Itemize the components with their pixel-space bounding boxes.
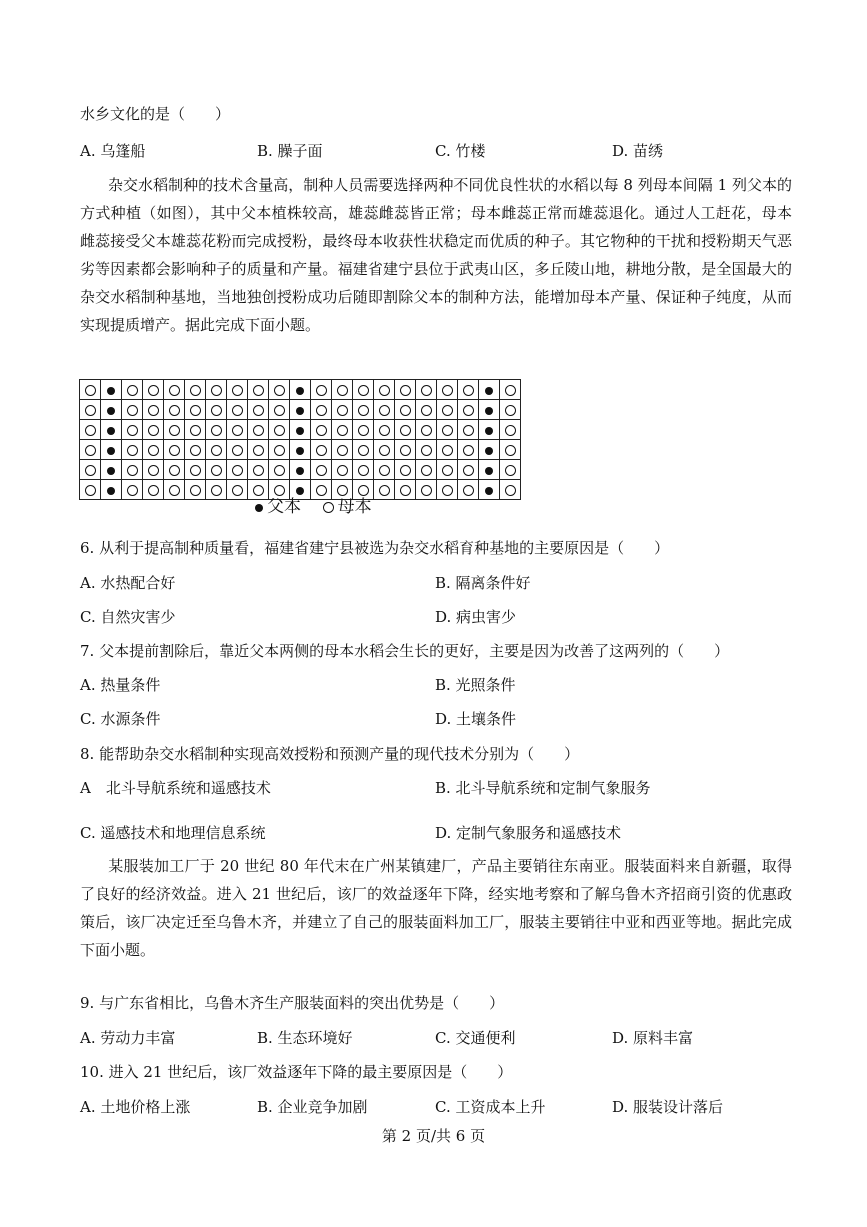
mother-plant-circle — [127, 445, 138, 456]
mother-plant-circle — [148, 445, 159, 456]
mother-plant-circle — [400, 425, 411, 436]
mother-plant-circle — [274, 385, 285, 396]
q6-option-b: B. 隔离条件好 — [435, 574, 531, 592]
grid-cell — [122, 380, 143, 400]
mother-plant-circle — [358, 445, 369, 456]
grid-cell — [269, 380, 290, 400]
mother-plant-circle — [379, 385, 390, 396]
grid-cell — [122, 460, 143, 480]
grid-cell — [458, 380, 479, 400]
grid-cell — [164, 400, 185, 420]
mother-plant-circle — [190, 485, 201, 496]
grid-cell — [143, 400, 164, 420]
passage-rice-breeding-text: 杂交水稻制种的技术含量高，制种人员需要选择两种不同优良性状的水稻以每 8 列母本间隔 1 列父本的方式种植（如图），其中父本植株较高，雄蕊雌蕊皆正常；母本雌蕊正常而雄蕊退化。通过人工赶花，母本雌蕊接受父本雄蕊花粉而完成授粉，最终母本收获性状稳定而优质的种子。其它物种的干扰和授粉期天气恶劣等因素都会影响种子的质量和产量。福建省建宁县位于武夷山区，多丘陵山地，耕地分散，是全国最大的杂交水稻制种基地，当地独创授粉成功后随即割除父本的制种方法，能增加母本产量、保证种子纯度，从而实现提质增产。据此完成下面小题。 — [80, 176, 792, 334]
grid-cell — [290, 380, 311, 400]
grid-cell — [458, 400, 479, 420]
mother-plant-circle — [421, 465, 432, 476]
grid-cell — [227, 440, 248, 460]
grid-cell — [143, 420, 164, 440]
grid-cell — [143, 480, 164, 500]
grid-cell — [311, 460, 332, 480]
mother-plant-circle — [400, 445, 411, 456]
mother-plant-circle — [127, 485, 138, 496]
mother-plant-circle — [169, 425, 180, 436]
father-plant-dot — [485, 467, 493, 475]
q7-option-c: C. 水源条件 — [80, 710, 161, 728]
mother-plant-circle — [379, 425, 390, 436]
q7-option-b: B. 光照条件 — [435, 676, 516, 694]
grid-cell — [101, 480, 122, 500]
grid-cell — [290, 400, 311, 420]
q9-option-c: C. 交通便利 — [435, 1029, 516, 1047]
q8-stem: 8. 能帮助杂交水稻制种实现高效授粉和预测产量的现代技术分别为（ ） — [80, 745, 580, 763]
q7-option-d: D. 土壤条件 — [435, 710, 517, 728]
mother-plant-circle — [127, 425, 138, 436]
legend-father-label: 父本 — [267, 497, 301, 517]
mother-plant-circle — [148, 425, 159, 436]
grid-cell — [143, 460, 164, 480]
grid-cell — [416, 400, 437, 420]
grid-cell — [395, 420, 416, 440]
mother-plant-circle — [400, 385, 411, 396]
mother-plant-circle — [232, 425, 243, 436]
q10-stem: 10. 进入 21 世纪后，该厂效益逐年下降的最主要原因是（ ） — [80, 1063, 513, 1081]
grid-cell — [248, 380, 269, 400]
grid-cell — [479, 400, 500, 420]
grid-cell — [248, 400, 269, 420]
grid-cell — [269, 420, 290, 440]
mother-plant-circle — [232, 465, 243, 476]
q10-option-b: B. 企业竞争加剧 — [257, 1098, 368, 1116]
mother-plant-circle — [85, 485, 96, 496]
q6-option-c: C. 自然灾害少 — [80, 608, 176, 626]
mother-plant-circle — [85, 465, 96, 476]
mother-plant-circle — [253, 485, 264, 496]
mother-plant-circle — [421, 425, 432, 436]
grid-cell — [395, 400, 416, 420]
grid-cell — [332, 440, 353, 460]
mother-plant-circle — [253, 465, 264, 476]
grid-cell — [437, 420, 458, 440]
grid-cell — [164, 440, 185, 460]
mother-plant-circle — [232, 485, 243, 496]
mother-plant-circle — [463, 465, 474, 476]
mother-plant-circle — [442, 425, 453, 436]
grid-cell — [164, 380, 185, 400]
grid-cell — [206, 460, 227, 480]
grid-row — [80, 400, 521, 420]
mother-plant-circle — [316, 425, 327, 436]
mother-plant-circle — [463, 405, 474, 416]
father-plant-dot — [107, 447, 115, 455]
mother-plant-circle — [148, 465, 159, 476]
grid-cell — [248, 460, 269, 480]
mother-plant-circle — [379, 405, 390, 416]
mother-plant-circle — [442, 445, 453, 456]
q5-stem-tail: 水乡文化的是（ ） — [80, 105, 231, 123]
grid-cell — [227, 420, 248, 440]
mother-plant-circle — [337, 485, 348, 496]
mother-plant-circle — [505, 445, 516, 456]
grid-cell — [185, 440, 206, 460]
grid-cell — [227, 380, 248, 400]
q9-option-a: A. 劳动力丰富 — [80, 1029, 176, 1047]
mother-plant-circle — [190, 425, 201, 436]
q6-option-a: A. 水热配合好 — [80, 574, 176, 592]
q5-option-c: C. 竹楼 — [435, 142, 486, 160]
mother-plant-circle — [358, 425, 369, 436]
grid-cell — [122, 400, 143, 420]
mother-plant-circle — [190, 405, 201, 416]
grid-cell — [479, 440, 500, 460]
grid-cell — [80, 460, 101, 480]
grid-cell — [353, 380, 374, 400]
passage-garment-factory-text: 某服装加工厂于 20 世纪 80 年代末在广州某镇建厂，产品主要销往东南亚。服装面料来自新疆，取得了良好的经济效益。进入 21 世纪后，该厂的效益逐年下降，经实地考察和了解乌鲁木齐招商引资的优惠政策后，该厂决定迁至乌鲁木齐，并建立了自己的服装面料加工厂，服装主要销往中亚和西亚等地。据此完成下面小题。 — [80, 857, 792, 959]
grid-cell — [416, 420, 437, 440]
mother-plant-circle — [169, 485, 180, 496]
mother-plant-circle — [358, 485, 369, 496]
mother-plant-circle — [190, 385, 201, 396]
grid-cell — [458, 420, 479, 440]
grid-cell — [80, 420, 101, 440]
grid-cell — [143, 380, 164, 400]
q6-option-d: D. 病虫害少 — [435, 608, 517, 626]
grid-cell — [395, 460, 416, 480]
grid-cell — [374, 480, 395, 500]
q7-stem: 7. 父本提前割除后，靠近父本两侧的母本水稻会生长的更好，主要是因为改善了这两列的（ ） — [80, 642, 730, 660]
grid-cell — [122, 420, 143, 440]
father-plant-dot — [107, 407, 115, 415]
grid-cell — [206, 380, 227, 400]
q5-option-a: A. 乌篷船 — [80, 142, 146, 160]
grid-cell — [101, 440, 122, 460]
mother-plant-circle — [463, 385, 474, 396]
mother-plant-circle — [232, 445, 243, 456]
mother-plant-circle — [274, 465, 285, 476]
grid-cell — [185, 400, 206, 420]
grid-cell — [395, 380, 416, 400]
grid-cell — [500, 380, 521, 400]
mother-plant-circle — [232, 385, 243, 396]
grid-cell — [332, 400, 353, 420]
mother-plant-circle — [337, 425, 348, 436]
grid-cell — [458, 440, 479, 460]
grid-cell — [80, 440, 101, 460]
grid-cell — [437, 380, 458, 400]
mother-plant-circle — [337, 385, 348, 396]
grid-cell — [500, 480, 521, 500]
mother-plant-circle — [379, 485, 390, 496]
legend-mother-label: 母本 — [337, 497, 372, 517]
grid-cell — [437, 480, 458, 500]
father-plant-dot — [485, 427, 493, 435]
grid-cell — [458, 460, 479, 480]
father-plant-dot — [485, 407, 493, 415]
father-plant-dot — [296, 467, 304, 475]
mother-plant-circle — [316, 385, 327, 396]
grid-cell — [437, 400, 458, 420]
father-plant-dot — [296, 487, 304, 495]
father-plant-dot — [296, 447, 304, 455]
mother-plant-circle — [253, 385, 264, 396]
grid-cell — [227, 480, 248, 500]
grid-cell — [374, 420, 395, 440]
grid-cell — [290, 460, 311, 480]
mother-plant-circle — [85, 385, 96, 396]
page-footer: 第 2 页/共 6 页 — [381, 1127, 486, 1145]
grid-cell — [416, 480, 437, 500]
mother-plant-circle — [463, 425, 474, 436]
mother-plant-circle — [358, 465, 369, 476]
grid-cell — [416, 460, 437, 480]
q8-option-c: C. 遥感技术和地理信息系统 — [80, 824, 266, 842]
q5-option-d: D. 苗绣 — [612, 142, 664, 160]
grid-cell — [101, 380, 122, 400]
grid-cell — [269, 460, 290, 480]
mother-plant-circle — [148, 385, 159, 396]
grid-cell — [143, 440, 164, 460]
grid-cell — [185, 460, 206, 480]
grid-cell — [164, 420, 185, 440]
mother-plant-circle — [505, 465, 516, 476]
grid-cell — [185, 420, 206, 440]
mother-plant-circle — [127, 385, 138, 396]
grid-cell — [395, 480, 416, 500]
grid-cell — [311, 420, 332, 440]
mother-plant-circle — [85, 425, 96, 436]
grid-cell — [353, 400, 374, 420]
mother-plant-circle — [211, 485, 222, 496]
father-plant-dot — [296, 407, 304, 415]
father-plant-dot — [485, 487, 493, 495]
q10-option-c: C. 工资成本上升 — [435, 1098, 546, 1116]
mother-plant-circle — [442, 485, 453, 496]
grid-cell — [458, 480, 479, 500]
grid-cell — [353, 460, 374, 480]
q10-option-a: A. 土地价格上涨 — [80, 1098, 191, 1116]
grid-cell — [479, 480, 500, 500]
mother-plant-circle — [190, 445, 201, 456]
grid-cell — [311, 400, 332, 420]
grid-cell — [500, 440, 521, 460]
grid-cell — [101, 400, 122, 420]
grid-row — [80, 460, 521, 480]
grid-cell — [479, 380, 500, 400]
grid-cell — [437, 460, 458, 480]
q10-option-d: D. 服装设计落后 — [612, 1098, 724, 1116]
grid-cell — [185, 480, 206, 500]
grid-cell — [290, 420, 311, 440]
mother-plant-circle — [211, 405, 222, 416]
q9-stem: 9. 与广东省相比，乌鲁木齐生产服装面料的突出优势是（ ） — [80, 994, 505, 1012]
grid-cell — [311, 440, 332, 460]
mother-plant-circle — [232, 405, 243, 416]
mother-plant-circle — [337, 405, 348, 416]
mother-plant-circle — [442, 385, 453, 396]
grid-cell — [269, 440, 290, 460]
q6-stem: 6. 从利于提高制种质量看，福建省建宁县被选为杂交水稻育种基地的主要原因是（ ） — [80, 539, 670, 557]
mother-plant-circle — [127, 465, 138, 476]
q7-option-a: A. 热量条件 — [80, 676, 161, 694]
mother-plant-circle — [169, 465, 180, 476]
mother-plant-circle — [463, 485, 474, 496]
grid-cell — [479, 460, 500, 480]
father-plant-dot — [485, 447, 493, 455]
grid-cell — [353, 420, 374, 440]
grid-cell — [416, 440, 437, 460]
mother-circle-icon — [323, 502, 334, 513]
grid-cell — [332, 380, 353, 400]
mother-plant-circle — [274, 405, 285, 416]
grid-cell — [206, 480, 227, 500]
mother-plant-circle — [169, 385, 180, 396]
mother-plant-circle — [253, 405, 264, 416]
grid-cell — [479, 420, 500, 440]
father-plant-dot — [296, 427, 304, 435]
grid-cell — [164, 480, 185, 500]
mother-plant-circle — [316, 485, 327, 496]
mother-plant-circle — [400, 465, 411, 476]
mother-plant-circle — [337, 465, 348, 476]
grid-cell — [374, 400, 395, 420]
mother-plant-circle — [358, 405, 369, 416]
grid-cell — [101, 420, 122, 440]
mother-plant-circle — [421, 405, 432, 416]
grid-cell — [101, 460, 122, 480]
mother-plant-circle — [421, 485, 432, 496]
mother-plant-circle — [85, 405, 96, 416]
mother-plant-circle — [316, 405, 327, 416]
mother-plant-circle — [505, 405, 516, 416]
grid-cell — [227, 460, 248, 480]
mother-plant-circle — [211, 465, 222, 476]
mother-plant-circle — [253, 425, 264, 436]
grid-cell — [80, 400, 101, 420]
grid-cell — [164, 460, 185, 480]
grid-cell — [416, 380, 437, 400]
q8-option-b: B. 北斗导航系统和定制气象服务 — [435, 779, 651, 797]
grid-cell — [80, 480, 101, 500]
grid-cell — [206, 440, 227, 460]
grid-cell — [332, 420, 353, 440]
mother-plant-circle — [274, 445, 285, 456]
q5-option-b: B. 臊子面 — [257, 142, 323, 160]
mother-plant-circle — [253, 445, 264, 456]
mother-plant-circle — [442, 405, 453, 416]
mother-plant-circle — [337, 445, 348, 456]
passage-rice-breeding — [80, 171, 792, 339]
mother-plant-circle — [211, 445, 222, 456]
planting-grid-figure — [79, 379, 521, 500]
grid-cell — [395, 440, 416, 460]
mother-plant-circle — [505, 485, 516, 496]
mother-plant-circle — [169, 405, 180, 416]
father-plant-dot — [485, 387, 493, 395]
q8-option-a: A 北斗导航系统和遥感技术 — [80, 779, 271, 797]
mother-plant-circle — [421, 445, 432, 456]
mother-plant-circle — [274, 425, 285, 436]
mother-plant-circle — [379, 465, 390, 476]
grid-cell — [206, 420, 227, 440]
mother-plant-circle — [442, 465, 453, 476]
grid-cell — [374, 440, 395, 460]
grid-cell — [269, 400, 290, 420]
mother-plant-circle — [211, 425, 222, 436]
grid-cell — [437, 440, 458, 460]
grid-cell — [332, 460, 353, 480]
mother-plant-circle — [190, 465, 201, 476]
q9-option-d: D. 原料丰富 — [612, 1029, 694, 1047]
father-dot-icon — [255, 504, 263, 512]
grid-cell — [374, 460, 395, 480]
mother-plant-circle — [169, 445, 180, 456]
grid-cell — [311, 380, 332, 400]
grid-cell — [500, 400, 521, 420]
father-plant-dot — [296, 387, 304, 395]
mother-plant-circle — [505, 385, 516, 396]
grid-cell — [500, 460, 521, 480]
mother-plant-circle — [127, 405, 138, 416]
mother-plant-circle — [148, 485, 159, 496]
mother-plant-circle — [211, 385, 222, 396]
grid-cell — [374, 380, 395, 400]
mother-plant-circle — [358, 385, 369, 396]
mother-plant-circle — [379, 445, 390, 456]
grid-cell — [227, 400, 248, 420]
mother-plant-circle — [505, 425, 516, 436]
father-plant-dot — [107, 487, 115, 495]
mother-plant-circle — [400, 405, 411, 416]
q8-option-d: D. 定制气象服务和遥感技术 — [435, 824, 622, 842]
grid-cell — [248, 440, 269, 460]
father-plant-dot — [107, 387, 115, 395]
mother-plant-circle — [274, 485, 285, 496]
passage-garment-factory — [80, 852, 792, 964]
mother-plant-circle — [85, 445, 96, 456]
grid-row — [80, 420, 521, 440]
mother-plant-circle — [316, 445, 327, 456]
grid-cell — [290, 440, 311, 460]
grid-cell — [206, 400, 227, 420]
grid-cell — [500, 420, 521, 440]
planting-grid — [79, 379, 521, 500]
grid-cell — [248, 420, 269, 440]
q9-option-b: B. 生态环境好 — [257, 1029, 353, 1047]
grid-cell — [353, 440, 374, 460]
grid-cell — [122, 440, 143, 460]
grid-cell — [185, 380, 206, 400]
grid-row — [80, 440, 521, 460]
mother-plant-circle — [316, 465, 327, 476]
grid-legend — [255, 496, 372, 518]
father-plant-dot — [107, 427, 115, 435]
mother-plant-circle — [421, 385, 432, 396]
mother-plant-circle — [463, 445, 474, 456]
grid-row — [80, 380, 521, 400]
grid-cell — [80, 380, 101, 400]
mother-plant-circle — [400, 485, 411, 496]
mother-plant-circle — [148, 405, 159, 416]
grid-cell — [122, 480, 143, 500]
father-plant-dot — [107, 467, 115, 475]
